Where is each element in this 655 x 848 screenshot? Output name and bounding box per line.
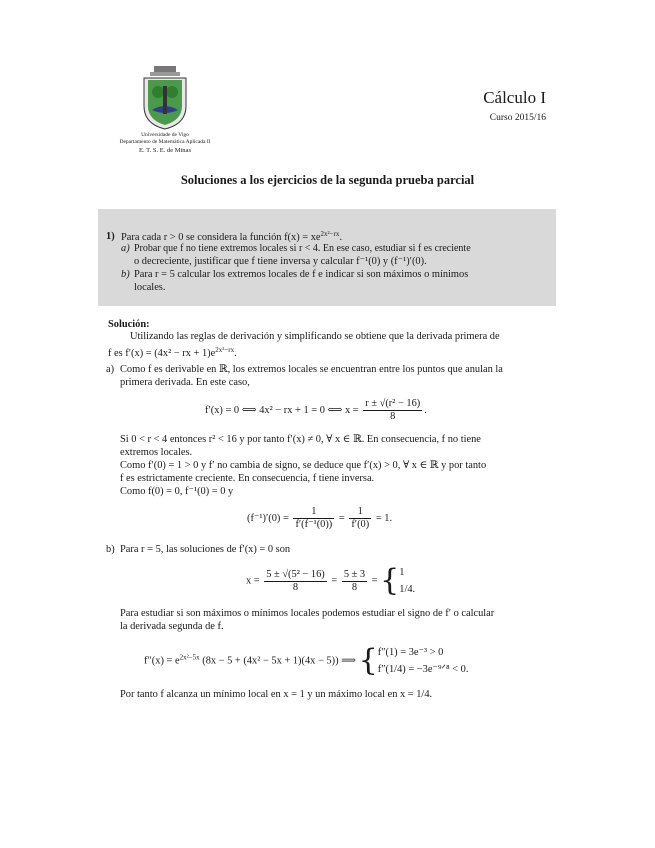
part-a-label: a) <box>121 243 130 254</box>
solution-a-line4: extremos locales. <box>120 447 193 458</box>
equation-2: (f⁻¹)′(0) = $\frac{1}{\text{f′(f⁻¹(0))}}$ = $\frac{1}{f'(0)}$ = 1. <box>247 506 393 530</box>
part-a-line2: o decreciente, justificar que f tiene inversa y calcular f⁻¹(0) y (f⁻¹)′(0). <box>134 256 427 267</box>
university-name: Universidade de Vigo <box>141 132 189 138</box>
course-year: Curso 2015/16 <box>489 113 546 123</box>
solution-a-line6: f es estrictamente creciente. En consecuencia, f tiene inversa. <box>120 473 375 484</box>
solution-intro-line2: f es f′(x) = (4x² − rx + $1)e^{2x^2-rx}$. <box>108 346 237 359</box>
solution-a-line7: Como f(0) = 0, f⁻¹(0) = 0 y <box>120 486 234 497</box>
solution-a-line2: primera derivada. En este caso, <box>120 377 250 388</box>
solution-b-line2: Para estudiar si son máximos o mínimos locales podemos estudiar el signo de f′ o calcular <box>120 608 495 619</box>
solution-b-label: b) <box>106 544 115 555</box>
school-name: E. T. S. E. de Minas <box>139 147 191 154</box>
problem-number: 1) <box>106 231 115 242</box>
solution-intro-line1: Utilizando las reglas de derivación y simplificando se obtiene que la derivada primera de <box>130 331 500 342</box>
solution-a-line5: Como f′(0) = 1 > 0 y f′ no cambia de signo, se deduce que f′(x) > 0, ∀ x ∈ ℝ y por tanto <box>120 460 487 471</box>
problem-statement: Para cada r > 0 se considera la función $f(x) = xe^{2x^2-rx}$. <box>121 230 343 243</box>
solution-a-label: a) <box>106 364 115 375</box>
part-b-line1: Para r = 5 calcular los extremos locales de f e indicar si son máximos o mínimos <box>134 269 469 280</box>
solution-a-line3: Si 0 < r < 4 entonces r² < 16 y por tanto f′(x) ≠ 0, ∀ x ∈ ℝ. En consecuencia, f no tiene <box>120 434 481 445</box>
part-b-line2: locales. <box>134 282 166 293</box>
solution-a-line1: Como f es derivable en ℝ, los extremos locales se encuentran entre los puntos que anulan la <box>120 364 503 375</box>
shield-emblem-icon <box>140 66 190 130</box>
university-logo <box>140 66 190 130</box>
department-name: Departamento de Matemática Aplicada II <box>119 139 211 145</box>
equation-1: f′(x) = 0 ⟺ 4x² − rx + 1 = 0 ⟺ x = $\frac{\text{r ± √(r² − 16)}}{8}$ . <box>205 398 427 422</box>
solution-b-line3: la derivada segunda de f. <box>120 621 224 632</box>
part-a-line1: Probar que f no tiene extremos locales si r < 4. En ese caso, estudiar si f es creciente <box>134 243 471 254</box>
part-b-label: b) <box>121 269 130 280</box>
equation-4: $f''(x) = e^{2x^2-5x}$ (8x − 5 + (4x² − 5x + 1)(4x − 5)) ⟹ { f″(1) = 3e⁻³ > 0 f″(1/4) = −3e⁻⁹ᐟ⁸ < 0. <box>144 643 469 678</box>
solution-heading: Solución: <box>108 319 150 330</box>
document-title: Soluciones a los ejercicios de la segunda prueba parcial <box>180 173 475 187</box>
equation-3: x = $\frac{\text{5 ± √(5² − 16)}}{8}$ = $\frac{5 \pm 3}{8}$ = { 1 1/4. <box>246 563 416 598</box>
solution-b-line1: Para r = 5, las soluciones de f′(x) = 0 son <box>120 544 291 555</box>
solution-conclusion: Por tanto f alcanza un mínimo local en x = 1 y un máximo local en x = 1/4. <box>120 689 433 700</box>
course-title: Cálculo I <box>483 88 546 107</box>
